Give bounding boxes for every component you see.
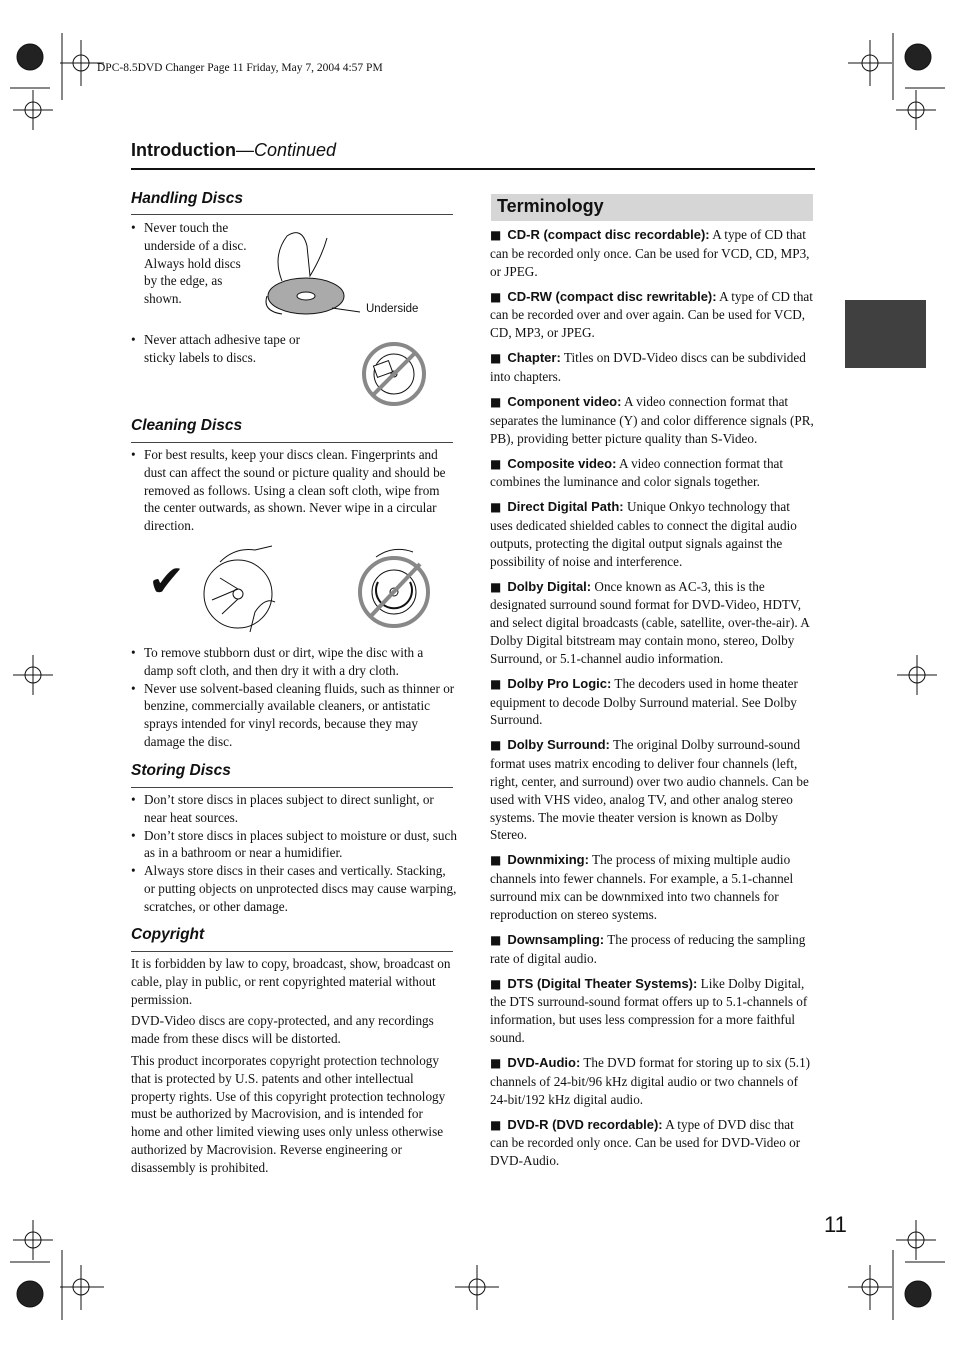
chapter-tab bbox=[845, 300, 926, 368]
registration-mark-icon bbox=[17, 1281, 43, 1307]
term-entry bbox=[490, 931, 814, 968]
term-entry bbox=[490, 736, 814, 844]
registration-mark-icon bbox=[905, 44, 931, 70]
square-bullet-icon: ■ bbox=[490, 456, 502, 471]
square-bullet-icon: ■ bbox=[490, 579, 502, 594]
registration-mark-icon bbox=[17, 44, 43, 70]
copyright-heading: Copyright bbox=[131, 926, 205, 943]
section-rule bbox=[131, 787, 453, 788]
term-name: Direct Digital Path: bbox=[507, 499, 624, 515]
square-bullet-icon: ■ bbox=[490, 351, 502, 366]
list-item: • Always store discs in their cases and vertically. Stacking, or putting objects on unprotected discs may cause warping, scratches, or other damage. bbox=[131, 862, 457, 915]
page-title bbox=[131, 140, 336, 161]
term-description: A video connection format that separates the luminance (Y) and color difference signals (PR, PB), providing better picture quality than S-Video. bbox=[490, 393, 814, 446]
term-entry bbox=[490, 226, 814, 280]
section-rule bbox=[131, 951, 453, 952]
no-labels-icon bbox=[361, 341, 427, 407]
list-item: • Never use solvent-based cleaning fluids, such as thinner or benzine, commercially available cleaners, or antistatic sprays intended for vinyl records, because they may damage the disc. bbox=[131, 680, 455, 751]
term-name: DVD-Audio: bbox=[507, 1054, 581, 1070]
term-description: The original Dolby surround-sound format uses matrix encoding to deliver four channels (left, right, center, and surround) over two audio channels. Can be used with VHS video, analog TV, and other analog stereo systems. The movie theater version is known as Dolby Stereo. bbox=[490, 737, 809, 843]
square-bullet-icon: ■ bbox=[490, 1117, 502, 1132]
square-bullet-icon: ■ bbox=[490, 500, 502, 515]
print-meta-line: DPC-8.5DVD Changer Page 11 Friday, May 7, 2004 4:57 PM bbox=[97, 62, 383, 74]
term-entry bbox=[490, 1116, 814, 1170]
square-bullet-icon: ■ bbox=[490, 289, 502, 304]
term-description: Like Dolby Digital, the DTS surround-sound format offers up to 5.1-channels of information, but uses less compression for a more faithful sound. bbox=[490, 975, 808, 1045]
terminology-list bbox=[490, 226, 814, 1177]
hand-holding-disc-icon bbox=[262, 226, 372, 321]
section-title: Introduction bbox=[131, 140, 236, 160]
term-description: The decoders used in home theater equipment to decode Dolby Surround material. See Dolby Surround. bbox=[490, 675, 798, 728]
page-number: 11 bbox=[824, 1212, 847, 1237]
term-name: Downsampling: bbox=[507, 931, 605, 947]
term-description: A type of CD that can be recorded only once. Can be used for VCD, CD, MP3, or JPEG. bbox=[490, 227, 810, 279]
term-name: DVD-R (DVD recordable): bbox=[507, 1116, 663, 1132]
term-entry bbox=[490, 455, 814, 492]
term-description: The process of mixing multiple audio channels into fewer channels. For example, a 5.1-channel surround mix can be downmixed into two channels for reproduction on stereo systems. bbox=[490, 852, 794, 922]
underside-label: Underside bbox=[366, 303, 419, 315]
checkmark-icon: ✔ bbox=[148, 556, 185, 607]
list-item: • Never touch the underside of a disc. Always hold discs by the edge, as shown. bbox=[131, 219, 253, 308]
term-entry bbox=[490, 975, 814, 1047]
term-name: CD-R (compact disc recordable): bbox=[507, 227, 710, 242]
wipe-outwards-icon bbox=[200, 542, 280, 634]
term-name: DTS (Digital Theater Systems): bbox=[507, 975, 698, 991]
term-description: Unique Onkyo technology that uses dedicated shielded cables to connect the digital audio outputs, protecting the digital output signals against the possibility of noise and interference. bbox=[490, 499, 797, 569]
term-description: Titles on DVD-Video discs can be subdivided into chapters. bbox=[490, 350, 806, 384]
cleaning-list-1 bbox=[131, 446, 455, 535]
title-rule bbox=[131, 168, 815, 170]
handling-list-2 bbox=[131, 331, 331, 367]
term-name: Dolby Pro Logic: bbox=[507, 675, 612, 691]
square-bullet-icon: ■ bbox=[490, 932, 502, 947]
copyright-paragraph: This product incorporates copyright protection technology that is protected by U.S. patents and other intellectual property rights. Use of this copyright protection technology must be authorized by Macrovision, and is intended for home and other limited viewing uses only unless otherwise authorized by Macrovision. Reverse engineering or disassembly is prohibited. bbox=[131, 1052, 446, 1175]
copyright-paragraph: It is forbidden by law to copy, broadcast, show, broadcast on cable, play in public, or rent copyrighted material without permission. bbox=[131, 956, 451, 1007]
terminology-heading: Terminology bbox=[497, 196, 604, 216]
registration-mark-icon bbox=[905, 1281, 931, 1307]
list-item: • Don’t store discs in places subject to direct sunlight, or near heat sources. bbox=[131, 791, 457, 827]
term-entry bbox=[490, 1054, 814, 1108]
storing-list bbox=[131, 791, 457, 916]
term-description: A type of DVD disc that can be recorded only once. Can be used for DVD-Video or DVD-Audio. bbox=[490, 1116, 801, 1169]
term-name: CD-RW (compact disc rewritable): bbox=[507, 288, 717, 304]
term-entry bbox=[490, 393, 814, 447]
term-name: Downmixing: bbox=[507, 852, 589, 868]
term-description: A type of CD that can be recorded over and over again. Can be used for VCD, CD, MP3, or JPEG. bbox=[490, 288, 813, 341]
cleaning-list-2 bbox=[131, 644, 455, 751]
list-item: • For best results, keep your discs clean. Fingerprints and dust can affect the sound or picture quality and should be removed as follows. Using a clean soft cloth, wipe from the center outwards, as shown. Never wipe in a circular direction. bbox=[131, 446, 455, 535]
list-item: • To remove stubborn dust or dirt, wipe the disc with a damp soft cloth, and then dry it with a dry cloth. bbox=[131, 644, 455, 680]
section-rule bbox=[131, 442, 453, 443]
square-bullet-icon: ■ bbox=[490, 1055, 502, 1070]
term-name: Dolby Surround: bbox=[507, 737, 610, 753]
square-bullet-icon: ■ bbox=[490, 976, 502, 991]
section-suffix: —Continued bbox=[235, 140, 337, 160]
square-bullet-icon: ■ bbox=[490, 394, 502, 409]
cleaning-heading: Cleaning Discs bbox=[131, 417, 243, 434]
term-name: Composite video: bbox=[507, 455, 617, 471]
copyright-paragraph: DVD-Video discs are copy-protected, and any recordings made from these discs will be distorted. bbox=[131, 1013, 434, 1047]
copyright-body bbox=[131, 955, 455, 1181]
square-bullet-icon: ■ bbox=[490, 738, 502, 753]
storing-heading: Storing Discs bbox=[131, 762, 231, 779]
handling-list-1 bbox=[131, 219, 253, 308]
term-description: A video connection format that combines the luminance and color signals together. bbox=[490, 455, 784, 490]
term-description: Once known as AC-3, this is the designated surround sound format for DVD-Video, HDTV, and select digital broadcasts (cable, satellite, over-the-air). A Dolby Digital bitstream may contain mono, stereo, Dolby Surround, or 5.1-channel audio information. bbox=[490, 578, 810, 666]
handling-heading: Handling Discs bbox=[131, 190, 243, 207]
term-name: Chapter: bbox=[507, 350, 561, 366]
term-description: The DVD format for storing up to six (5.1) channels of 24-bit/96 kHz digital audio or two channels of 24-bit/192 kHz digital audio. bbox=[490, 1054, 811, 1107]
list-item: • Don’t store discs in places subject to moisture or dust, such as in a bathroom or near a humidifier. bbox=[131, 827, 457, 863]
square-bullet-icon: ■ bbox=[490, 676, 502, 691]
term-name: Dolby Digital: bbox=[507, 578, 592, 594]
no-circular-wipe-icon bbox=[358, 542, 440, 634]
section-rule bbox=[131, 214, 453, 215]
term-entry bbox=[490, 578, 814, 668]
square-bullet-icon: ■ bbox=[490, 853, 502, 868]
term-entry bbox=[490, 349, 814, 386]
list-item: • Never attach adhesive tape or sticky labels to discs. bbox=[131, 331, 331, 367]
term-description: The process of reducing the sampling rate of digital audio. bbox=[490, 931, 806, 966]
term-entry bbox=[490, 288, 814, 342]
term-entry bbox=[490, 498, 814, 570]
term-entry bbox=[490, 675, 814, 729]
term-name: Component video: bbox=[507, 393, 622, 409]
square-bullet-icon: ■ bbox=[490, 228, 502, 242]
term-entry bbox=[490, 851, 814, 923]
